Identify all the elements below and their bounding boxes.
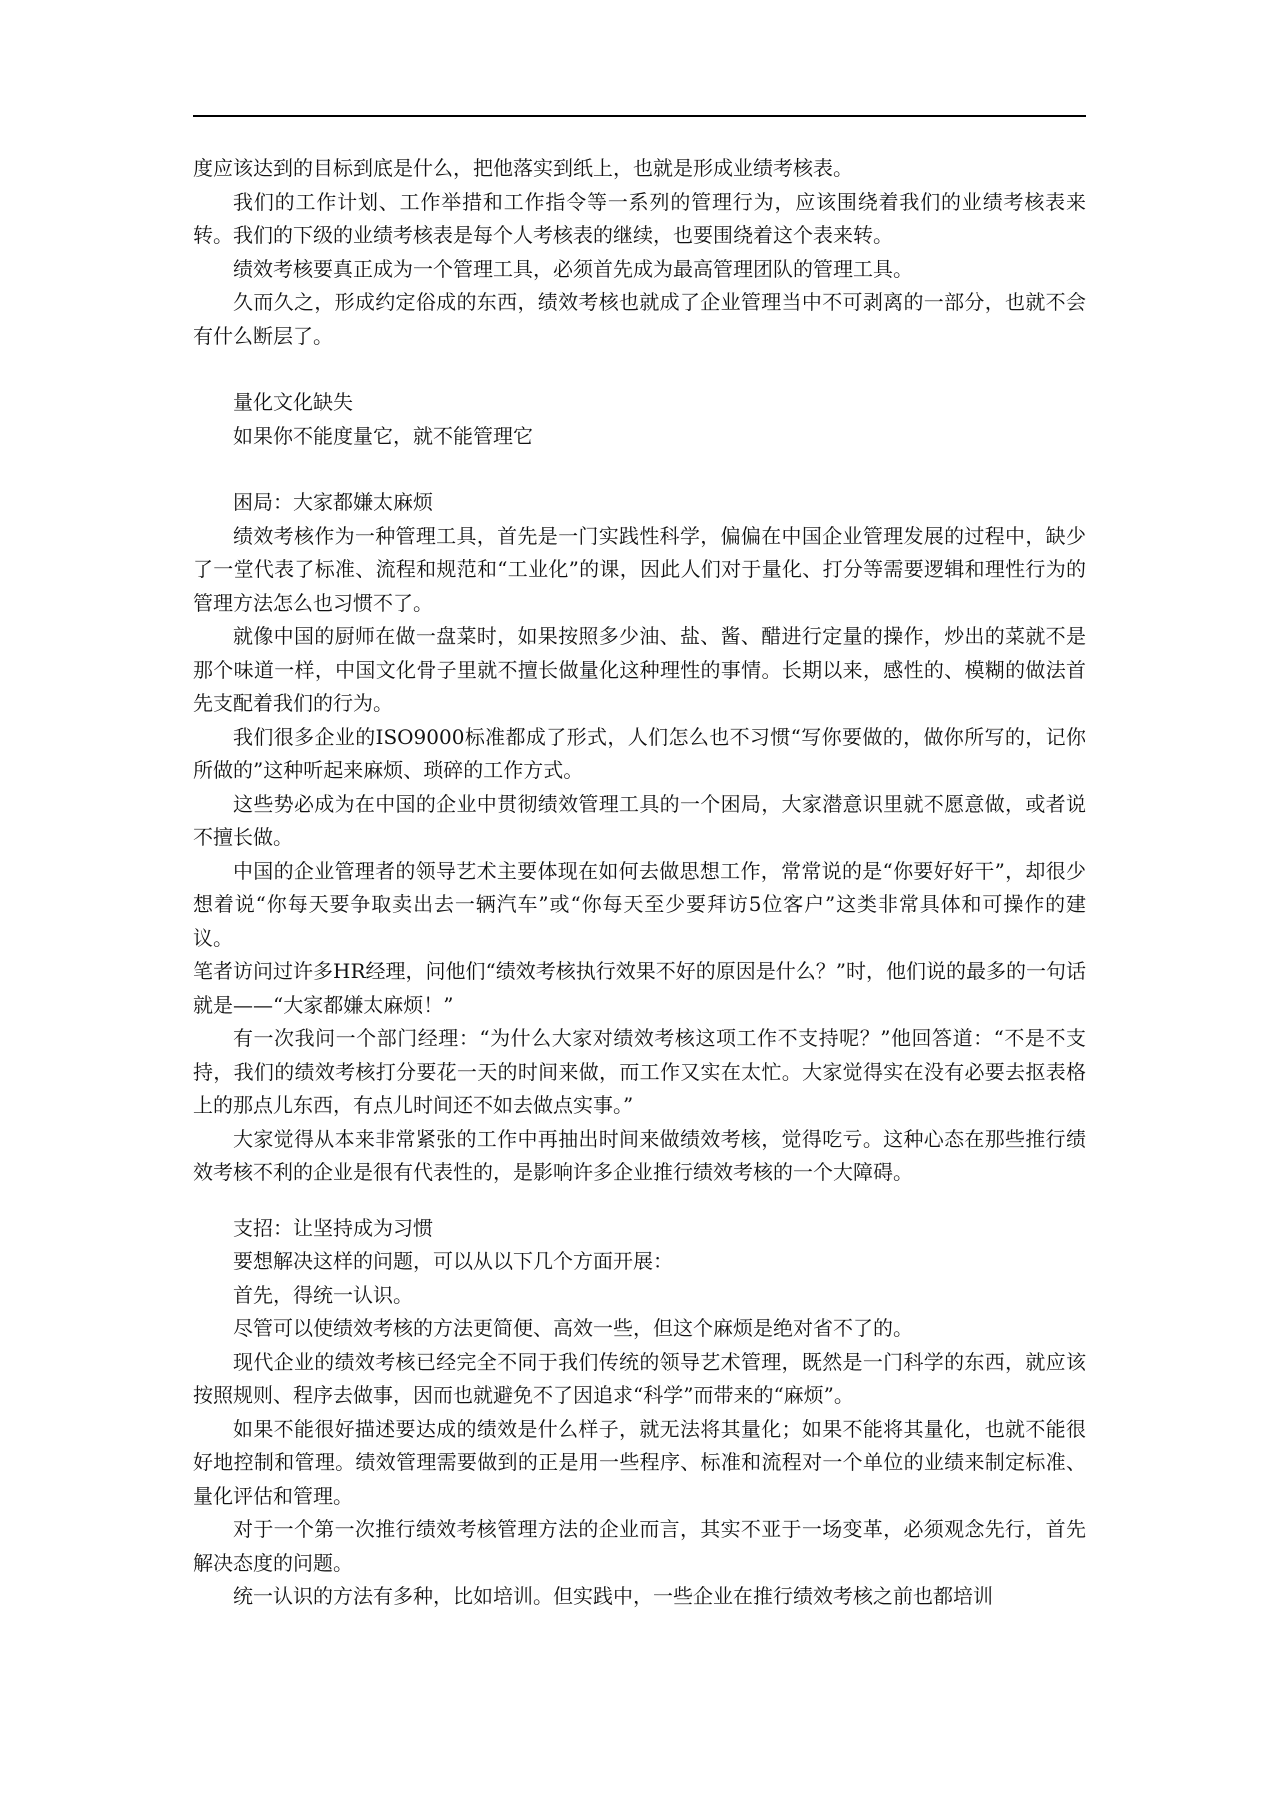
paragraph: 我们的工作计划、工作举措和工作指令等一系列的管理行为，应该围绕着我们的业绩考核表来转。我们的下级的业绩考核表是每个人考核表的继续，也要围绕着这个表来转。 <box>193 189 1086 247</box>
paragraph: 绩效考核作为一种管理工具，首先是一门实践性科学，偏偏在中国企业管理发展的过程中，缺少了一堂代表了标准、流程和规范和“工业化”的课，因此人们对于量化、打分等需要逻辑和理性行为的管理方法怎么也习惯不了。 <box>193 523 1086 615</box>
paragraph: 对于一个第一次推行绩效考核管理方法的企业而言，其实不亚于一场变革，必须观念先行，首先解决态度的问题。 <box>193 1517 1086 1575</box>
section-subtitle: 如果你不能度量它，就不能管理它 <box>233 423 533 448</box>
paragraph: 度应该达到的目标到底是什么，把他落实到纸上，也就是形成业绩考核表。 <box>193 156 853 180</box>
paragraph: 大家觉得从本来非常紧张的工作中再抽出时间来做绩效考核，觉得吃亏。这种心态在那些推行绩效考核不利的企业是很有代表性的，是影响许多企业推行绩效考核的一个大障碍。 <box>193 1126 1086 1184</box>
paragraph: 绩效考核要真正成为一个管理工具，必须首先成为最高管理团队的管理工具。 <box>233 256 913 281</box>
header-rule <box>193 115 1086 117</box>
paragraph: 笔者访问过许多HR经理，问他们“绩效考核执行效果不好的原因是什么？”时，他们说的最多的一句话就是——“大家都嫌太麻烦！” <box>193 959 1086 1017</box>
paragraph: 就像中国的厨师在做一盘菜时，如果按照多少油、盐、酱、醋进行定量的操作，炒出的菜就不是那个味道一样，中国文化骨子里就不擅长做量化这种理性的事情。长期以来，感性的、模糊的做法首先支配着我们的行为。 <box>193 624 1086 715</box>
paragraph: 久而久之，形成约定俗成的东西，绩效考核也就成了企业管理当中不可剥离的一部分，也就不会有什么断层了。 <box>193 290 1086 348</box>
paragraph: 统一认识的方法有多种，比如培训。但实践中，一些企业在推行绩效考核之前也都培训 <box>233 1584 993 1608</box>
paragraph: 要想解决这样的问题，可以从以下几个方面开展： <box>233 1249 673 1273</box>
paragraph: 这些势必成为在中国的企业中贯彻绩效管理工具的一个困局，大家潜意识里就不愿意做，或者说不擅长做。 <box>193 791 1086 849</box>
body-text <box>193 152 1086 1614</box>
paragraph: 我们很多企业的ISO9000标准都成了形式，人们怎么也不习惯“写你要做的，做你所写的，记你所做的”这种听起来麻烦、琐碎的工作方式。 <box>193 724 1086 782</box>
paragraph: 现代企业的绩效考核已经完全不同于我们传统的领导艺术管理，既然是一门科学的东西，就应该按照规则、程序去做事，因而也就避免不了因追求“科学”而带来的“麻烦”。 <box>193 1349 1086 1407</box>
paragraph: 有一次我问一个部门经理：“为什么大家对绩效考核这项工作不支持呢？”他回答道：“不是不支持，我们的绩效考核打分要花一天的时间来做，而工作又实在太忙。大家觉得实在没有必要去抠表格上的那点儿东西，有点儿时间还不如去做点实事。” <box>193 1026 1086 1117</box>
paragraph: 如果不能很好描述要达成的绩效是什么样子，就无法将其量化；如果不能将其量化，也就不能很好地控制和管理。绩效管理需要做到的正是用一些程序、标准和流程对一个单位的业绩来制定标准、量化评估和管理。 <box>193 1416 1086 1508</box>
section-heading: 困局：大家都嫌太麻烦 <box>233 490 433 514</box>
paragraph: 尽管可以使绩效考核的方法更简便、高效一些，但这个麻烦是绝对省不了的。 <box>233 1316 913 1340</box>
section-heading: 量化文化缺失 <box>233 390 353 414</box>
paragraph: 首先，得统一认识。 <box>233 1282 413 1307</box>
section-heading: 支招：让坚持成为习惯 <box>233 1215 433 1240</box>
paragraph: 中国的企业管理者的领导艺术主要体现在如何去做思想工作，常常说的是“你要好好干”，却很少想着说“你每天要争取卖出去一辆汽车”或“你每天至少要拜访5位客户”这类非常具体和可操作的建议。 <box>193 858 1086 950</box>
